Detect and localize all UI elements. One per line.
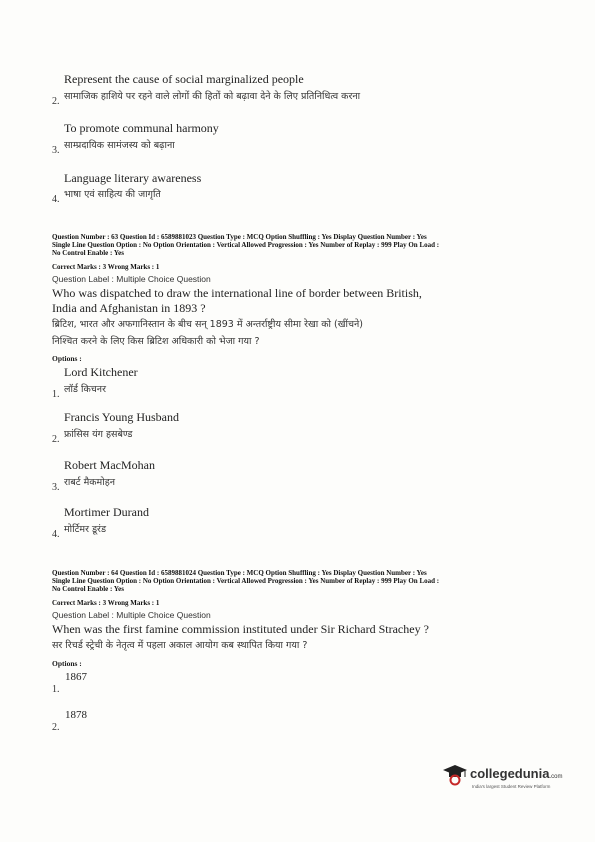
option-text-hi: भाषा एवं साहित्य की जागृति <box>64 189 161 200</box>
option-number: 3. <box>52 482 60 493</box>
option-value: 1878 <box>65 709 87 721</box>
option-number: 1. <box>52 389 60 400</box>
option-text-hi: राबर्ट मैकमोहन <box>64 477 116 488</box>
question-meta-line: Question Number : 63 Question Id : 6589881023 Question Type : MCQ Option Shuffling : Yes Display Question Number : Yes <box>52 233 427 241</box>
option-text-en: Francis Young Husband <box>64 410 180 424</box>
option-number: 2. <box>52 434 60 445</box>
question-meta-line: Single Line Question Option : No Option Orientation : Vertical Allowed Progression : Yes Number of Replay : 999 Play On Load : <box>52 241 440 249</box>
logo-name-text: collegedunia <box>470 766 550 781</box>
option-text-en: Language literary awareness <box>64 171 202 185</box>
question-meta-line: No Control Enable : Yes <box>52 249 124 257</box>
question-marks: Correct Marks : 3 Wrong Marks : 1 <box>52 263 160 271</box>
question-text-hi: ब्रिटिश, भारत और अफगानिस्तान के बीच सन् 1893 में अन्तर्राष्ट्रीय सीमा रेखा को (खींचने) <box>52 319 363 330</box>
option-number: 2. <box>52 722 60 733</box>
question-text-en: Who was dispatched to draw the international line of border between British, <box>52 286 422 300</box>
option-number: 4. <box>52 529 60 540</box>
option-text-en: Mortimer Durand <box>64 505 149 519</box>
logo-name <box>470 766 562 781</box>
option-text-en: Represent the cause of social marginalized people <box>64 72 304 86</box>
question-text-en: When was the first famine commission instituted under Sir Richard Strachey ? <box>52 622 429 636</box>
option-text-en: Lord Kitchener <box>64 365 138 379</box>
option-text-hi: फ्रांसिस यंग हसबेण्ड <box>64 429 133 440</box>
question-meta-line: Question Number : 64 Question Id : 6589881024 Question Type : MCQ Option Shuffling : Yes Display Question Number : Yes <box>52 569 427 577</box>
logo-suffix: .com <box>549 774 563 780</box>
options-label: Options : <box>52 354 82 363</box>
question-meta-line: Single Line Question Option : No Option Orientation : Vertical Allowed Progression : Yes Number of Replay : 999 Play On Load : <box>52 577 440 585</box>
option-text-hi: मोर्टिमर डूरंड <box>64 524 107 535</box>
option-number: 2. <box>52 96 60 107</box>
option-text-en: Robert MacMohan <box>64 458 155 472</box>
graduation-cap-icon <box>442 764 468 786</box>
options-label: Options : <box>52 659 82 668</box>
logo-tagline: India's largest Student Review Platform <box>472 784 551 789</box>
option-text-hi: सामाजिक हाशिये पर रहने वाले लोगों की हितों को बढ़ावा देने के लिए प्रतिनिधित्व करना <box>64 91 361 102</box>
question-label: Question Label : Multiple Choice Question <box>52 610 211 620</box>
option-text-hi: साम्प्रदायिक सामंजस्य को बढ़ाना <box>64 140 175 151</box>
question-text-hi: निश्चित करने के लिए किस ब्रिटिश अधिकारी को भेजा गया ? <box>52 336 260 347</box>
option-value: 1867 <box>65 671 87 683</box>
question-meta-line: No Control Enable : Yes <box>52 585 124 593</box>
collegedunia-logo <box>442 762 582 798</box>
question-label: Question Label : Multiple Choice Question <box>52 274 211 284</box>
question-text-en: India and Afghanistan in 1893 ? <box>52 301 206 315</box>
option-text-hi: लॉर्ड किचनर <box>64 384 106 395</box>
question-text-hi: सर रिचर्ड स्ट्रेची के नेतृत्व में पहला अकाल आयोग कब स्थापित किया गया ? <box>52 640 308 651</box>
option-number: 3. <box>52 145 60 156</box>
option-number: 4. <box>52 194 60 205</box>
option-text-en: To promote communal harmony <box>64 121 219 135</box>
question-marks: Correct Marks : 3 Wrong Marks : 1 <box>52 599 160 607</box>
option-number: 1. <box>52 684 60 695</box>
